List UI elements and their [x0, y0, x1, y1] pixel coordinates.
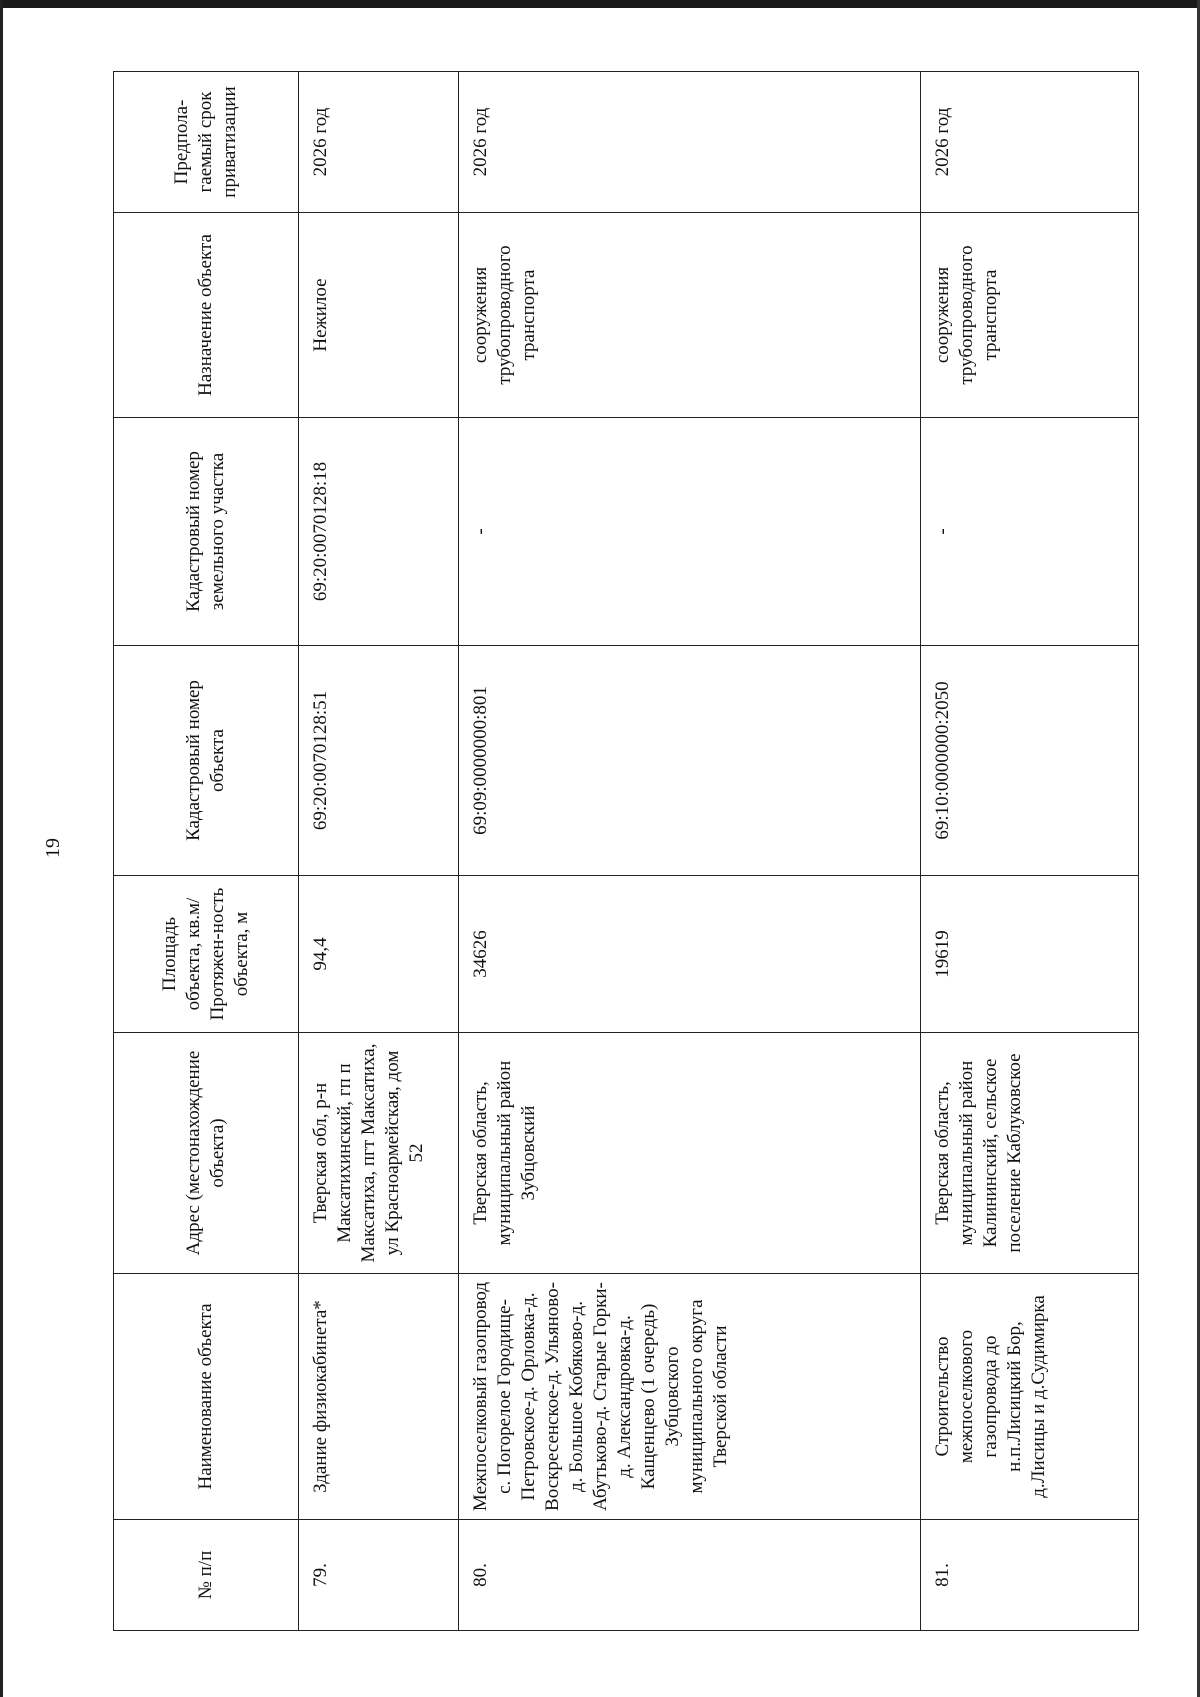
row-name: Здание физиокабинета*: [299, 1274, 459, 1520]
row-address: Тверская область, муниципальный район Калининский, сельское поселение Каблуковское: [921, 1033, 1139, 1274]
table-header-row: [114, 72, 299, 1631]
table-row: [459, 72, 921, 1631]
row-address: Тверская обл, р-н Максатихинский, гп п Максатиха, пгт Максатиха, ул Красноармейская, дом 52: [299, 1033, 459, 1274]
row-num: 81.: [921, 1520, 1139, 1631]
table-row: [921, 72, 1139, 1631]
rotated-table-container: [113, 72, 1138, 1631]
header-name: Наименование объекта: [114, 1274, 299, 1520]
header-address: Адрес (местонахождение объекта): [114, 1033, 299, 1274]
row-area: 34626: [459, 876, 921, 1033]
header-cadastral-land: Кадастровый номер земельного участка: [114, 418, 299, 646]
row-purpose: сооружения трубопроводного транспорта: [459, 213, 921, 418]
row-area: 19619: [921, 876, 1139, 1033]
row-area: 94,4: [299, 876, 459, 1033]
header-area: Площадь объекта, кв.м/ Протяжен-ность объекта, м: [114, 876, 299, 1033]
row-term: 2026 год: [459, 72, 921, 213]
header-num: № п/п: [114, 1520, 299, 1631]
row-cadastral-land: -: [921, 418, 1139, 646]
page-number: 19: [42, 838, 64, 858]
header-purpose: Назначение объекта: [114, 213, 299, 418]
privatization-table: [113, 71, 1139, 1631]
row-term: 2026 год: [921, 72, 1139, 213]
row-cadastral-land: -: [459, 418, 921, 646]
header-cadastral-object: Кадастровый номер объекта: [114, 646, 299, 876]
row-address: Тверская область, муниципальный район Зубцовский: [459, 1033, 921, 1274]
row-cadastral-land: 69:20:0070128:18: [299, 418, 459, 646]
row-term: 2026 год: [299, 72, 459, 213]
row-cadastral-object: 69:09:0000000:801: [459, 646, 921, 876]
row-num: 79.: [299, 1520, 459, 1631]
row-purpose: сооружения трубопроводного транспорта: [921, 213, 1139, 418]
table-row: [299, 72, 459, 1631]
row-purpose: Нежилое: [299, 213, 459, 418]
row-name: Межпоселковый газопровод с. Погорелое Городище-Петровское-д. Орловка-д. Воскресенское-д. Ульяново-д. Большое Кобяково-д. Абутьково-д. Старые Горки-д. Александровка-д. Кащенцево (1 очередь) Зубцовского муниципального округа Тверской области: [459, 1274, 921, 1520]
row-cadastral-object: 69:10:0000000:2050: [921, 646, 1139, 876]
row-cadastral-object: 69:20:0070128:51: [299, 646, 459, 876]
row-num: 80.: [459, 1520, 921, 1631]
scan-top-edge: [0, 0, 1200, 8]
row-name: Строительство межпоселкового газопровода до н.п.Лисицкий Бор, д.Лисицы и д.Судимирка: [921, 1274, 1139, 1520]
header-term: Предпола-гаемый срок приватизации: [114, 72, 299, 213]
scan-left-edge: [0, 0, 3, 1697]
